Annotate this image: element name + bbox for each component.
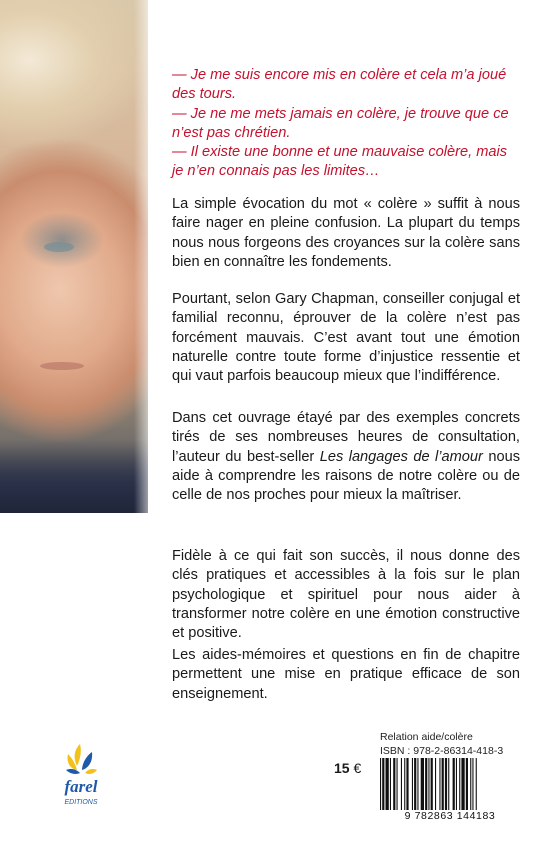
book-title-italic: Les langages de l’amour (319, 448, 483, 465)
paragraph-3-start: Dans cet ouvrage étayé par des exemples concrets tirés de ses nombreuses heures de consultation, l’auteur du best-seller (172, 410, 520, 465)
paragraph-2: Pourtant, selon Gary Chapman, conseiller conjugal et familial reconnu, éprouver de la colère n’est pas forcément mauvais. C’est avant tout une émotion naturelle contre toute forme d’injustice ressentie et qui vaut parfois beaucoup mieux que l’indifférence. (172, 291, 520, 385)
farel-logo (58, 740, 104, 810)
price-amount: 15 (334, 760, 350, 776)
paragraph-chapman (172, 290, 520, 386)
price-currency: € (353, 760, 362, 776)
farel-logo-icon (58, 740, 104, 810)
quotes-block (172, 66, 520, 182)
category-label: Relation aide/colère (380, 731, 473, 743)
quote-2: — Je ne me mets jamais en colère, je trouve que ce n’est pas chrétien. (172, 105, 509, 141)
paragraph-intro (172, 195, 520, 272)
paragraph-5: Les aides-mémoires et questions en fin de chapitre permettent une mise en pratique efficace de son enseignement. (172, 647, 520, 702)
paragraph-3-end: nous aide à comprendre les raisons de notre colère ou de celle de nos proches pour mieux la maîtriser. (172, 448, 520, 504)
paragraph-1: La simple évocation du mot « colère » suffit à nous faire nager en pleine confusion. La plupart du temps nous nous forgeons des croyances sur la colère sans bien en connaître les fondements. (172, 196, 520, 270)
logo-subtitle: EDITIONS (64, 799, 98, 806)
photo-fade-edge (134, 0, 148, 513)
price-label (334, 760, 361, 776)
paragraph-book (172, 409, 520, 505)
quote-1: — Je me suis encore mis en colère et cela m’a joué des tours. (172, 67, 507, 103)
paragraph-3 (172, 409, 520, 505)
isbn-label: ISBN : 978-2-86314-418-3 (380, 745, 504, 757)
paragraph-memos (172, 646, 520, 704)
barcode (378, 758, 520, 810)
book-meta (380, 730, 503, 758)
photo-eye (44, 242, 74, 252)
photo-mouth (40, 362, 84, 370)
logo-wordmark: farel (64, 777, 98, 796)
photo-shirt (0, 440, 148, 513)
cover-photo-boy (0, 0, 148, 513)
paragraph-success (172, 547, 520, 643)
barcode-icon (378, 758, 520, 810)
paragraph-4: Fidèle à ce qui fait son succès, il nous donne des clés pratiques et accessibles à la fois sur le plan psychologique et spirituel pour nous aider à transformer notre colère en une émotion constructive et positive. (172, 548, 520, 642)
barcode-digits: 9 782863 144183 (404, 810, 496, 822)
quote-3: — Il existe une bonne et une mauvaise colère, mais je n’en connais pas les limites… (172, 144, 508, 180)
